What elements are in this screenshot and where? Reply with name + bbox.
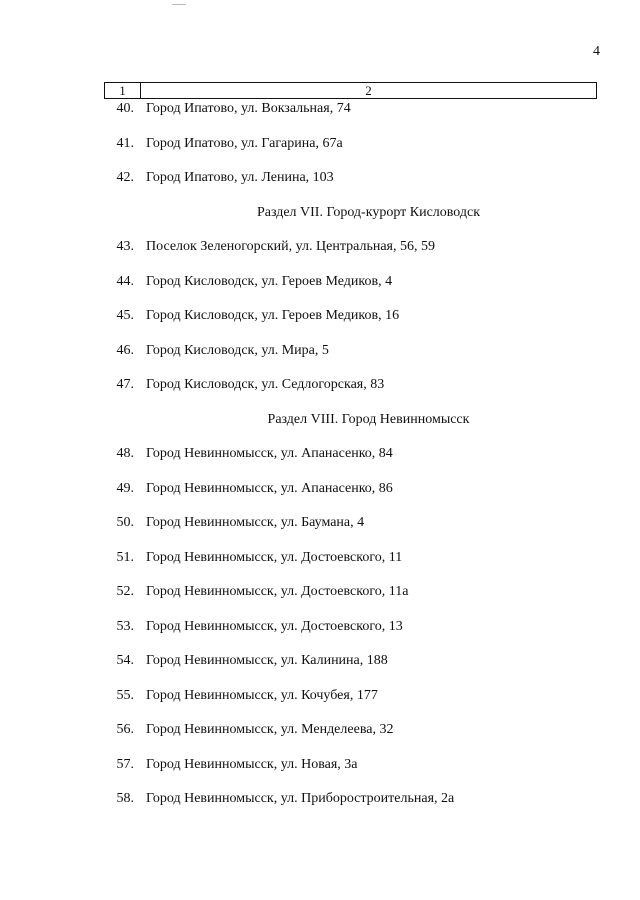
item-number: 58. [116,791,134,806]
page-number: 4 [593,44,600,59]
list-item [0,789,640,824]
item-address: Город Кисловодск, ул. Героев Медиков, 4 [146,273,393,289]
item-number: 46. [116,342,134,358]
item-address: Город Невинномысск, ул. Баумана, 4 [146,515,365,530]
item-address: Город Невинномысск, ул. Достоевского, 13 [146,618,403,634]
item-number: 45. [116,308,134,323]
item-address: Город Невинномысск, ул. Приборостроительная, 2а [146,791,455,806]
list-item [0,720,640,755]
item-number: 55. [116,687,134,703]
item-number: 48. [116,446,134,461]
list-item [0,548,640,583]
list-item [0,582,640,617]
item-address: Город Невинномысск, ул. Апанасенко, 86 [146,480,393,496]
item-address: Город Ипатово, ул. Вокзальная, 74 [146,101,351,116]
list-item [0,272,640,307]
item-address: Город Ипатово, ул. Ленина, 103 [146,170,334,185]
item-number: 49. [116,480,134,496]
item-address: Город Невинномысск, ул. Новая, 3а [146,756,358,772]
item-number: 51. [116,549,134,565]
item-number: 57. [116,756,134,772]
item-number: 44. [116,273,134,289]
item-address: Город Кисловодск, ул. Мира, 5 [146,342,329,358]
section-heading [0,203,640,238]
item-address: Город Невинномысск, ул. Достоевского, 11а [146,584,409,599]
list-item [0,444,640,479]
list-item [0,686,640,721]
item-address: Город Невинномысск, ул. Калинина, 188 [146,653,388,668]
list-item [0,375,640,410]
item-address: Город Кисловодск, ул. Героев Медиков, 16 [146,308,400,323]
section-title: Раздел VII. Город-курорт Кисловодск [256,204,481,220]
item-address: Город Невинномысск, ул. Апанасенко, 84 [146,446,393,461]
address-list [0,99,640,824]
list-item [0,99,640,134]
item-address: Город Невинномысск, ул. Достоевского, 11 [146,549,403,565]
item-number: 50. [116,515,134,530]
item-address: Поселок Зеленогорский, ул. Центральная, 56, 59 [146,239,435,254]
item-number: 52. [116,584,134,599]
list-item [0,617,640,652]
item-address: Город Ипатово, ул. Гагарина, 67а [146,135,343,151]
section-title: Раздел VIII. Город Невинномысск [267,411,470,427]
item-address: Город Невинномысск, ул. Менделеева, 32 [146,722,394,737]
list-item [0,513,640,548]
item-address: Город Кисловодск, ул. Седлогорская, 83 [146,377,385,392]
header-column-1: 1 [105,83,141,98]
item-number: 41. [116,135,134,151]
list-item [0,755,640,790]
item-number: 56. [116,722,134,737]
list-item [0,134,640,169]
scan-artifact [172,4,186,5]
item-number: 54. [116,653,134,668]
list-item [0,651,640,686]
list-item [0,237,640,272]
item-number: 42. [116,170,134,185]
header-column-2: 2 [365,83,372,98]
list-item [0,306,640,341]
item-address: Город Невинномысск, ул. Кочубея, 177 [146,687,378,703]
item-number: 43. [116,239,134,254]
section-heading [0,410,640,445]
list-item [0,341,640,376]
list-item [0,479,640,514]
item-number: 47. [116,377,134,392]
item-number: 53. [116,618,134,634]
list-item [0,168,640,203]
item-number: 40. [116,101,134,116]
table-header [104,82,597,99]
